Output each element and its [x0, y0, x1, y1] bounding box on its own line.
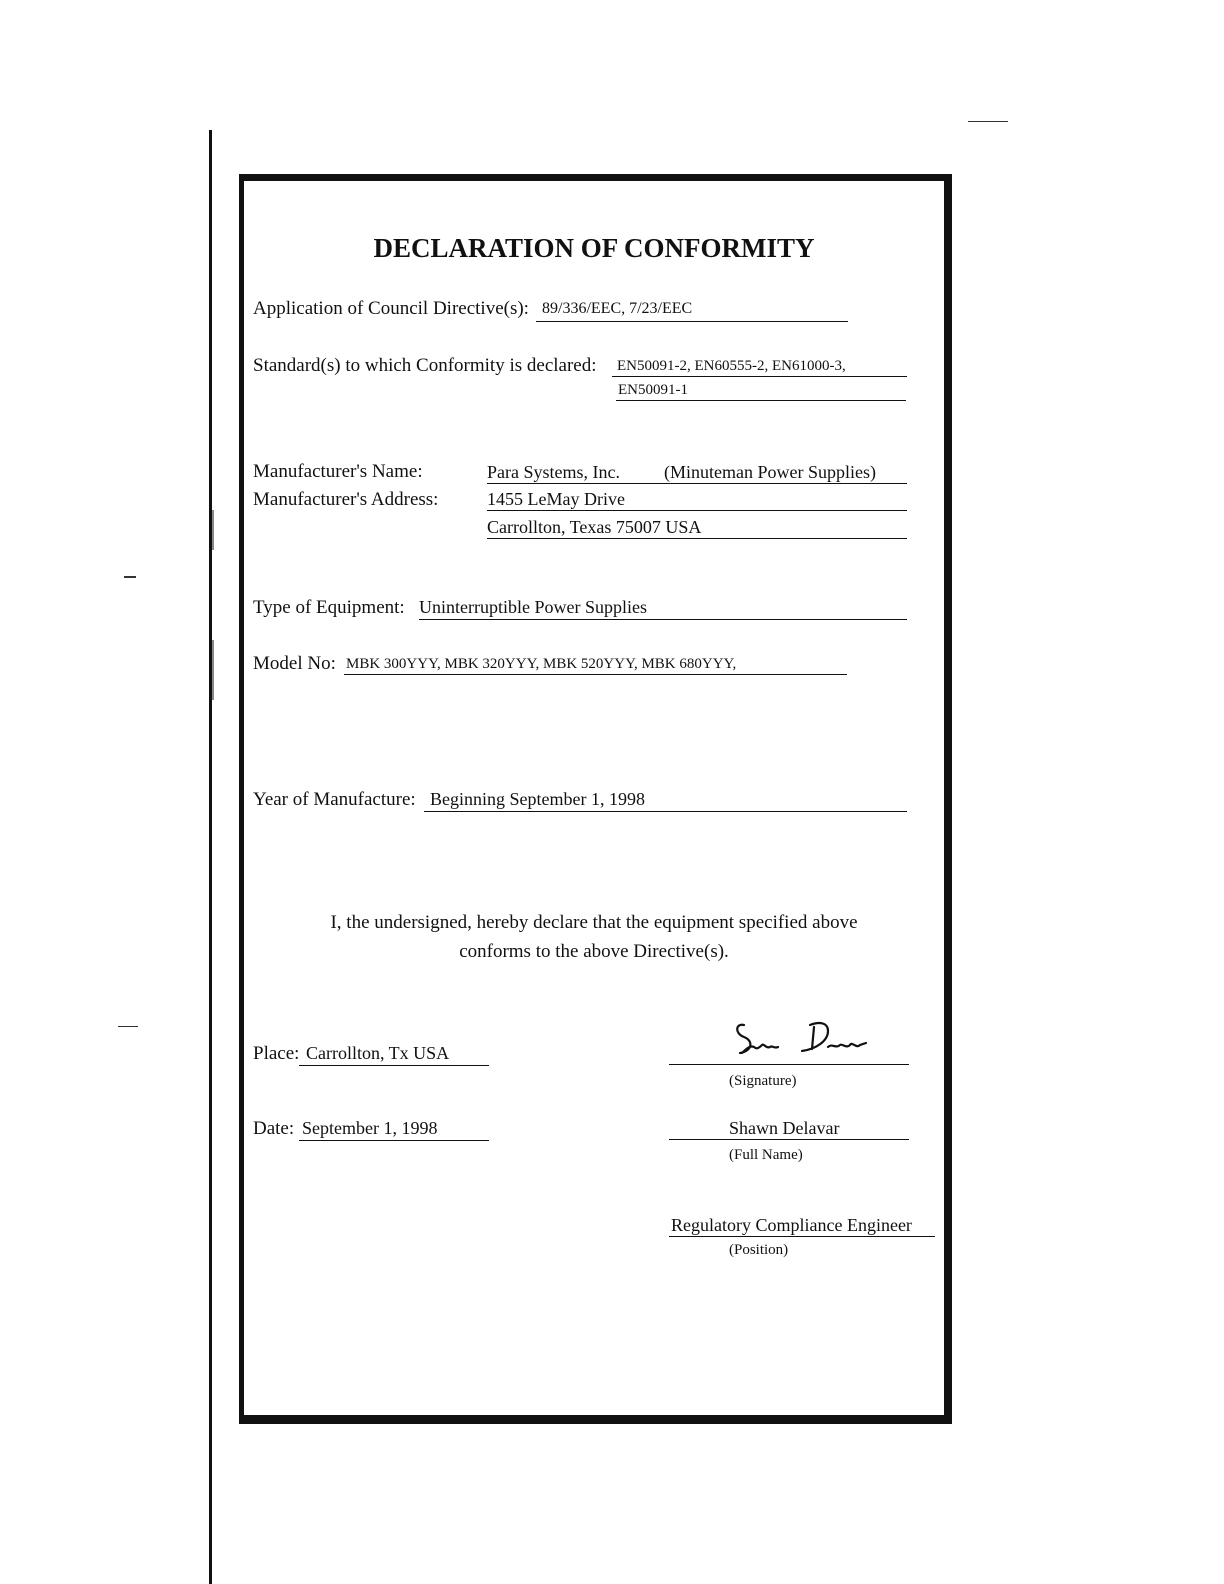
full-name-value: Shawn Delavar	[729, 1118, 840, 1138]
manufacturer-address-line1: 1455 LeMay Drive	[487, 489, 625, 509]
place-value: Carrollton, Tx USA	[306, 1043, 450, 1063]
model-label: Model No:	[253, 653, 336, 674]
document-title: DECLARATION OF CONFORMITY	[373, 233, 815, 263]
date-value: September 1, 1998	[302, 1118, 438, 1138]
standards-value-line2: EN50091-1	[618, 382, 688, 398]
declaration-line1: I, the undersigned, hereby declare that the equipment specified above	[330, 912, 858, 933]
signature-caption: (Signature)	[729, 1073, 797, 1089]
standards-value-line1: EN50091-2, EN60555-2, EN61000-3,	[617, 358, 846, 374]
date-label: Date:	[253, 1118, 295, 1139]
directive-value: 89/336/EEC, 7/23/EEC	[542, 300, 693, 317]
manufacturer-name-underline	[487, 483, 907, 484]
manufacturer-address-line2: Carrollton, Texas 75007 USA	[487, 517, 702, 537]
place-underline	[299, 1065, 489, 1066]
address-underline-2	[487, 538, 907, 539]
model-value: MBK 300YYY, MBK 320YYY, MBK 520YYY, MBK 680YYY,	[346, 656, 737, 672]
full-name-caption: (Full Name)	[729, 1147, 803, 1163]
year-underline	[424, 811, 907, 812]
model-underline	[344, 674, 847, 675]
declaration-frame	[239, 174, 952, 1424]
scan-speck	[118, 1026, 138, 1027]
year-label: Year of Manufacture:	[253, 789, 416, 810]
scan-speck	[968, 121, 1008, 122]
equipment-underline	[419, 619, 907, 620]
position-underline	[669, 1236, 935, 1237]
directive-underline	[536, 321, 848, 322]
directive-label: Application of Council Directive(s):	[253, 298, 529, 319]
year-value: Beginning September 1, 1998	[430, 789, 645, 809]
manufacturer-brand: (Minuteman Power Supplies)	[664, 462, 876, 482]
address-underline-1	[487, 510, 907, 511]
full-name-underline	[669, 1139, 909, 1140]
manufacturer-company: Para Systems, Inc.	[487, 462, 620, 482]
date-underline	[299, 1140, 489, 1141]
manufacturer-address-label: Manufacturer's Address:	[253, 489, 439, 510]
handwritten-signature	[732, 1019, 892, 1069]
standards-underline-1	[612, 376, 907, 377]
position-caption: (Position)	[729, 1242, 789, 1258]
manufacturer-name-label: Manufacturer's Name:	[253, 461, 423, 482]
declaration-line2: conforms to the above Directive(s).	[459, 941, 729, 962]
standards-underline-2	[616, 400, 906, 401]
equipment-value: Uninterruptible Power Supplies	[419, 597, 647, 617]
place-label: Place:	[253, 1043, 300, 1064]
position-value: Regulatory Compliance Engineer	[671, 1215, 912, 1235]
scan-speck	[124, 576, 136, 578]
scan-speck	[212, 640, 214, 700]
page-edge	[209, 130, 212, 1584]
equipment-label: Type of Equipment:	[253, 597, 405, 618]
standards-label: Standard(s) to which Conformity is declared:	[253, 355, 597, 376]
scan-speck	[212, 510, 214, 550]
